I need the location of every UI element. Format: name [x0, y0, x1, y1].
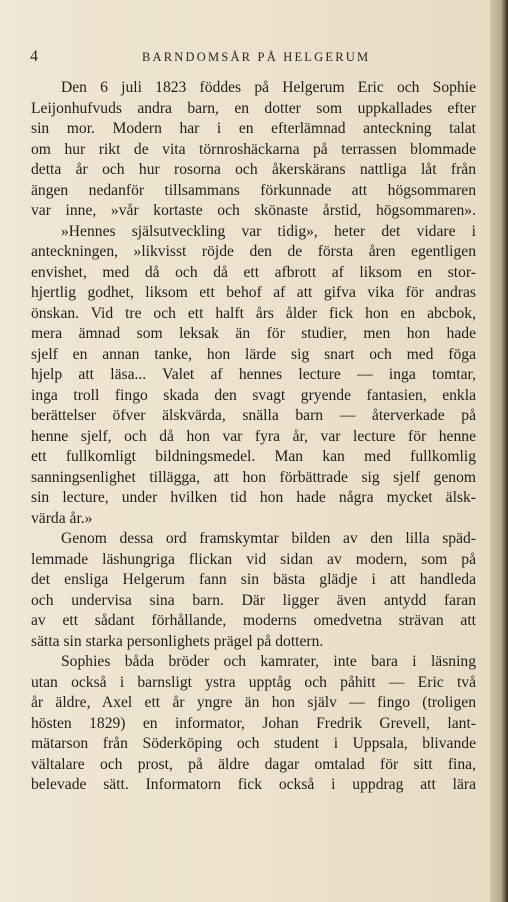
text-line: detta år och hur rosorna och åkerskärans nattliga låt från: [31, 161, 476, 178]
text-line: anteckningen, »likvisst röjde den de första åren egentligen: [31, 243, 476, 260]
text-line: av ett sådant förhållande, moderns omedvetna strävan att: [31, 612, 476, 629]
text-line: sin lecture, under hvilken tid hon hade några mycket älsk-: [31, 489, 476, 506]
text-line: ett fullkomligt bildningsmedel. Man kan med fullkomlig: [31, 448, 476, 465]
text-line: sätta sin starka personlighets prägel på dottern.: [31, 632, 324, 650]
text-line: värda år.»: [31, 509, 93, 527]
text-line: utan också i barnsligt ystra upptåg och påhitt — Eric två: [31, 673, 476, 691]
body-text: [31, 78, 476, 796]
text-line: lemmade läshungriga flickan vid sidan av modern, som på: [31, 550, 476, 568]
text-line: hjertlig godhet, liksom ett behof af att gifva vika för andras: [31, 284, 476, 301]
text-line: sanningsenlighet tillägga, att hon förbättrade sig sjelf genom: [31, 468, 476, 486]
text-line: det ensliga Helgerum fann sin bästa glädje i att handleda: [31, 571, 476, 588]
text-line: och undervisa sina barn. Där ligger även antydd faran: [31, 591, 476, 609]
text-line: hösten 1829) en informator, Johan Fredrik Grevell, lant-: [31, 714, 476, 732]
text-line: sin mor. Modern har i en efterlämnad anteckning talat: [31, 120, 476, 137]
text-line: Genom dessa ord framskymtar bilden av den lilla späd-: [61, 530, 476, 547]
running-title: BARNDOMSÅR PÅ HELGERUM: [142, 50, 371, 64]
text-line: vältalare och prost, på äldre dagar omtalad för sitt fina,: [31, 755, 476, 773]
page-number: 4: [30, 48, 38, 65]
text-line: henne sjelf, och då hon var fyra år, var lecture för henne: [31, 427, 476, 445]
text-line: sjelf en annan tanke, hon lärde sig snart och med föga: [31, 345, 476, 363]
text-line: önskan. Vid tre och ett halft års ålder fick hon en abcbok,: [31, 304, 476, 322]
book-spine-edge: [490, 0, 508, 902]
text-line: mera ämnad som leksak än för studier, men hon hade: [31, 325, 476, 342]
text-line: berättelser öfver älskvärda, snälla barn — återverkade på: [31, 407, 476, 424]
page-header: [30, 48, 470, 70]
text-line: Leijonhufvuds andra barn, en dotter som uppkallades efter: [31, 99, 476, 117]
text-line: »Hennes själsutveckling var tidig», heter det vidare i: [61, 222, 476, 240]
text-line: ängen nedanför tillsammans förkunnade att högsommaren: [31, 181, 476, 199]
text-line: år äldre, Axel ett år yngre än hon själv — fingo (troligen: [31, 694, 476, 711]
text-line: Den 6 juli 1823 föddes på Helgerum Eric och Sophie: [61, 79, 476, 96]
text-line: Sophies båda bröder och kamrater, inte bara i läsning: [61, 653, 476, 670]
text-line: var inne, »vår kortaste och skönaste årstid, högsommaren».: [31, 202, 476, 219]
text-line: mätarson från Söderköping och student i Uppsala, blivande: [31, 735, 476, 752]
text-line: inga troll fingo skada den svagt gryende fantasien, enkla: [31, 386, 476, 404]
text-line: om hur rikt de vita törnroshäckarna på terrassen blommade: [31, 140, 476, 158]
text-line: belevade sätt. Informatorn fick också i uppdrag att lära: [31, 776, 476, 793]
text-line: hjelp att läsa... Valet af hennes lecture — inga tomtar,: [31, 366, 476, 383]
text-line: envishet, med då och då ett afbrott af liksom en stor-: [31, 263, 476, 281]
